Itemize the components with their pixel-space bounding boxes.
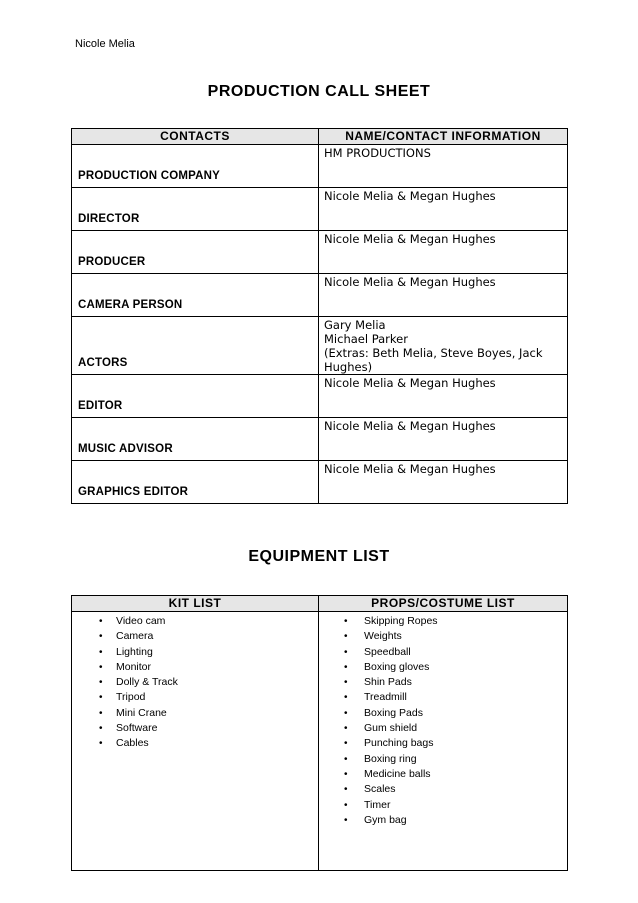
props-list-item-text: Punching bags [364, 737, 434, 750]
kit-list-item [72, 690, 318, 705]
contact-row [72, 418, 568, 461]
contact-info [319, 231, 568, 274]
bullet-icon: • [99, 616, 103, 627]
contact-info-line: HM PRODUCTIONS [324, 146, 431, 160]
props-list-item-text: Weights [364, 630, 402, 643]
props-list-item-text: Gum shield [364, 722, 418, 735]
contact-role-label: CAMERA PERSON [78, 299, 183, 311]
contact-role [72, 188, 319, 231]
bullet-icon: • [344, 799, 348, 811]
bullet-icon: • [99, 723, 103, 735]
contact-info [319, 418, 568, 461]
contact-row [72, 274, 568, 317]
kit-list [72, 614, 318, 752]
contact-role [72, 461, 319, 504]
contact-role-label: GRAPHICS EDITOR [78, 486, 189, 498]
contact-role [72, 145, 319, 188]
bullet-icon: • [99, 692, 103, 704]
props-list-item [319, 721, 567, 736]
props-list-item [319, 706, 567, 721]
props-list-item-text: Shin Pads [364, 676, 412, 689]
props-list-item-text: Boxing gloves [364, 660, 430, 673]
kit-list-item [72, 660, 318, 675]
bullet-icon: • [99, 631, 103, 643]
contact-role-label: DIRECTOR [78, 213, 140, 225]
bullet-icon: • [99, 661, 103, 673]
props-list-item-text: Speedball [364, 645, 411, 658]
props-list-item [319, 736, 567, 751]
equipment-list-title: EQUIPMENT LIST [248, 548, 390, 565]
contact-info-column-header: NAME/CONTACT INFORMATION [319, 129, 568, 145]
props-list-item-text: Skipping Ropes [364, 615, 438, 627]
bullet-icon: • [99, 738, 103, 750]
props-list-item-text: Treadmill [364, 691, 407, 704]
contact-info-line: Gary Melia [324, 318, 386, 332]
contact-role [72, 418, 319, 461]
kit-list-item-text: Software [116, 722, 158, 735]
bullet-icon: • [99, 707, 103, 719]
kit-list-item [72, 706, 318, 721]
contact-info-line: Nicole Melia & Megan Hughes [324, 419, 496, 433]
props-list-item [319, 629, 567, 644]
kit-list-item-text: Dolly & Track [116, 676, 178, 689]
bullet-icon: • [344, 677, 348, 689]
props-costume-list [319, 614, 567, 828]
contacts-column-header: CONTACTS [72, 129, 319, 145]
bullet-icon: • [99, 677, 103, 689]
contact-info-line: Nicole Melia & Megan Hughes [324, 189, 496, 203]
contact-role [72, 231, 319, 274]
contact-role-label: MUSIC ADVISOR [78, 443, 173, 455]
props-list-item-text: Scales [364, 783, 396, 796]
contact-info [319, 274, 568, 317]
contact-row [72, 375, 568, 418]
bullet-icon: • [344, 707, 348, 719]
kit-list-item-text: Tripod [116, 691, 146, 704]
contact-info [319, 188, 568, 231]
kit-list-item-text: Video cam [116, 615, 166, 627]
contact-row [72, 188, 568, 231]
props-list-item [319, 690, 567, 705]
contact-row [72, 145, 568, 188]
props-list-item [319, 798, 567, 813]
author-name: Nicole Melia [75, 38, 135, 50]
bullet-icon: • [344, 661, 348, 673]
props-list-item-text: Timer [364, 798, 391, 811]
kit-list-header: KIT LIST [72, 596, 319, 612]
kit-list-item-text: Lighting [116, 645, 153, 658]
contact-info-line: Michael Parker [324, 332, 408, 346]
kit-list-item [72, 614, 318, 629]
bullet-icon: • [344, 814, 348, 826]
contact-info-line: Nicole Melia & Megan Hughes [324, 232, 496, 246]
kit-list-item [72, 629, 318, 644]
bullet-icon: • [344, 738, 348, 750]
props-costume-list-header: PROPS/COSTUME LIST [319, 596, 568, 612]
contact-info [319, 461, 568, 504]
bullet-icon: • [344, 646, 348, 658]
contact-role [72, 317, 319, 375]
props-list-item-text: Boxing ring [364, 752, 417, 765]
bullet-icon: • [344, 753, 348, 765]
props-list-item-text: Medicine balls [364, 767, 431, 780]
bullet-icon: • [344, 768, 348, 780]
kit-list-item [72, 736, 318, 751]
contact-info-line: Nicole Melia & Megan Hughes [324, 376, 496, 390]
props-list-cell [319, 612, 568, 871]
contact-row [72, 231, 568, 274]
contact-info-line: Nicole Melia & Megan Hughes [324, 275, 496, 289]
props-list-item [319, 782, 567, 797]
contact-role [72, 274, 319, 317]
bullet-icon: • [99, 646, 103, 658]
bullet-icon: • [344, 723, 348, 735]
kit-list-item-text: Mini Crane [116, 706, 167, 719]
contact-info-line: (Extras: Beth Melia, Steve Boyes, Jack Hughes) [324, 346, 543, 374]
props-list-item [319, 767, 567, 782]
contact-role-label: EDITOR [78, 400, 123, 412]
contact-role-label: ACTORS [78, 357, 128, 369]
props-list-item [319, 614, 567, 629]
bullet-icon: • [344, 784, 348, 796]
props-list-item [319, 675, 567, 690]
props-list-item [319, 660, 567, 675]
call-sheet-title: PRODUCTION CALL SHEET [207, 83, 431, 100]
contact-info-line: Nicole Melia & Megan Hughes [324, 462, 496, 476]
bullet-icon: • [344, 692, 348, 704]
props-list-item [319, 645, 567, 660]
contact-info [319, 145, 568, 188]
kit-list-cell [72, 612, 319, 871]
contact-role-label: PRODUCTION COMPANY [78, 170, 221, 182]
props-list-item [319, 752, 567, 767]
contact-row [72, 317, 568, 375]
contacts-table [71, 128, 568, 504]
kit-list-item-text: Cables [116, 737, 149, 750]
kit-list-item-text: Monitor [116, 660, 152, 673]
props-list-item-text: Gym bag [364, 813, 407, 826]
contact-role [72, 375, 319, 418]
bullet-icon: • [344, 616, 348, 627]
contacts-table-body [72, 145, 568, 504]
contact-info [319, 375, 568, 418]
kit-list-item-text: Camera [116, 630, 154, 643]
contact-info [319, 317, 568, 375]
bullet-icon: • [344, 631, 348, 643]
contact-role-label: PRODUCER [78, 256, 146, 268]
kit-list-item [72, 721, 318, 736]
equipment-table [71, 595, 568, 871]
kit-list-item [72, 675, 318, 690]
kit-list-item [72, 645, 318, 660]
contact-row [72, 461, 568, 504]
props-list-item-text: Boxing Pads [364, 706, 423, 719]
props-list-item [319, 813, 567, 828]
